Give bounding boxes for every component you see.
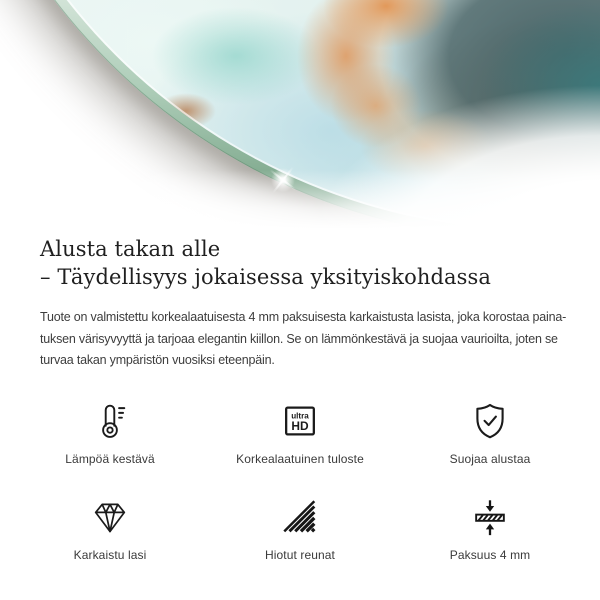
feature-high-quality-print bbox=[205, 396, 395, 466]
shield-check-icon bbox=[469, 396, 511, 442]
page-title-line2: – Täydellisyys jokaisessa yksityiskohdassa bbox=[40, 265, 492, 289]
thickness-icon bbox=[469, 492, 511, 538]
page-title bbox=[40, 235, 560, 291]
intro-line: Tuote on valmistettu korkealaatuisesta 4 mm paksuisesta karkaistusta lasista, joka korostaa paina- bbox=[40, 310, 567, 324]
feature-heat-resistant bbox=[15, 396, 205, 466]
ultra-hd-text-small: ultra bbox=[291, 411, 309, 421]
polished-edges-icon bbox=[279, 492, 321, 538]
page-title-line1: Alusta takan alle bbox=[40, 237, 221, 261]
glass-pad-image bbox=[0, 0, 600, 230]
feature-label: Korkealaatuinen tuloste bbox=[236, 451, 364, 466]
feature-label: Karkaistu lasi bbox=[73, 547, 147, 562]
feature-polished-edges bbox=[205, 492, 395, 562]
ultra-hd-icon bbox=[279, 396, 321, 442]
thermometer-icon bbox=[89, 396, 131, 442]
feature-tempered-glass bbox=[15, 492, 205, 562]
feature-thickness bbox=[395, 492, 585, 562]
feature-grid bbox=[0, 396, 600, 562]
diamond-icon bbox=[89, 492, 131, 538]
feature-label: Paksuus 4 mm bbox=[449, 547, 531, 562]
product-hero bbox=[0, 0, 600, 230]
description-section bbox=[0, 235, 600, 372]
marble-print bbox=[0, 0, 600, 230]
intro-line: turvaa takan ympäristön vuosiksi eteenpäin. bbox=[40, 353, 275, 367]
intro-line: tuksen värisyvyyttä ja tarjoaa elegantin kiillon. Se on lämmönkestävä ja suojaa vaurioilta, joten se bbox=[40, 331, 558, 346]
feature-label: Lämpöä kestävä bbox=[65, 451, 155, 466]
intro-paragraph bbox=[40, 307, 567, 372]
feature-protects-base bbox=[395, 396, 585, 466]
ultra-hd-text-large: HD bbox=[291, 418, 309, 433]
feature-label: Suojaa alustaa bbox=[449, 451, 531, 466]
feature-label: Hiotut reunat bbox=[264, 547, 335, 562]
